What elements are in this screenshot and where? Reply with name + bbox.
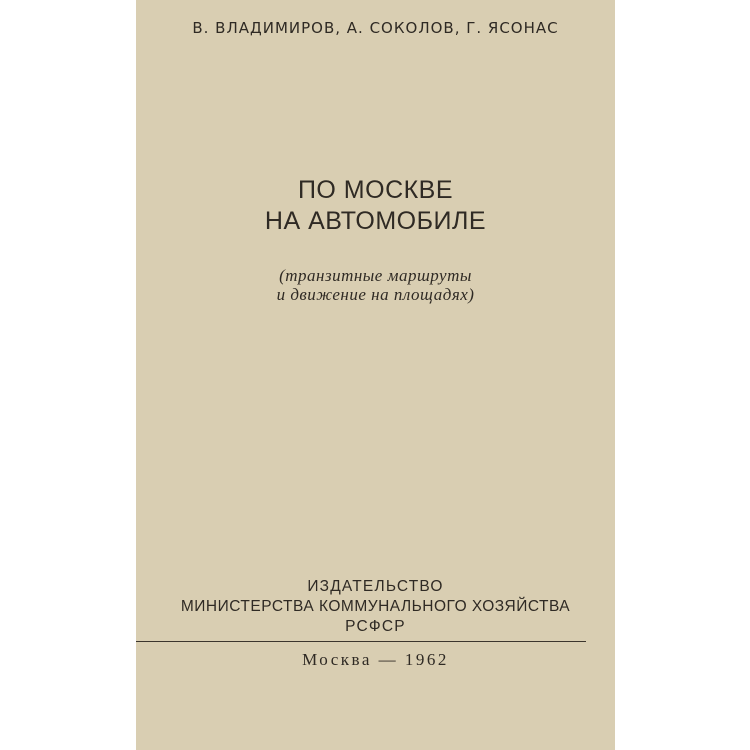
publisher-line-2: МИНИСТЕРСТВА КОММУНАЛЬНОГО ХОЗЯЙСТВА [180, 598, 571, 615]
imprint-city-year: Москва — 1962 [302, 650, 449, 669]
book-title [136, 175, 615, 237]
authors-line: В. ВЛАДИМИРОВ, А. СОКОЛОВ, Г. ЯСОНАС [192, 19, 559, 37]
publisher-block [136, 577, 615, 637]
book-subtitle [136, 266, 615, 304]
subtitle-line-1: (транзитные маршруты [279, 266, 472, 285]
title-line-2: НА АВТОМОБИЛЕ [264, 207, 487, 235]
title-page [136, 0, 615, 750]
subtitle-line-2: и движение на площадях) [276, 285, 475, 304]
divider-rule [136, 641, 586, 642]
title-line-1: ПО МОСКВЕ [297, 176, 454, 204]
publisher-line-3: РСФСР [345, 618, 406, 635]
publisher-line-1: ИЗДАТЕЛЬСТВО [307, 578, 444, 595]
